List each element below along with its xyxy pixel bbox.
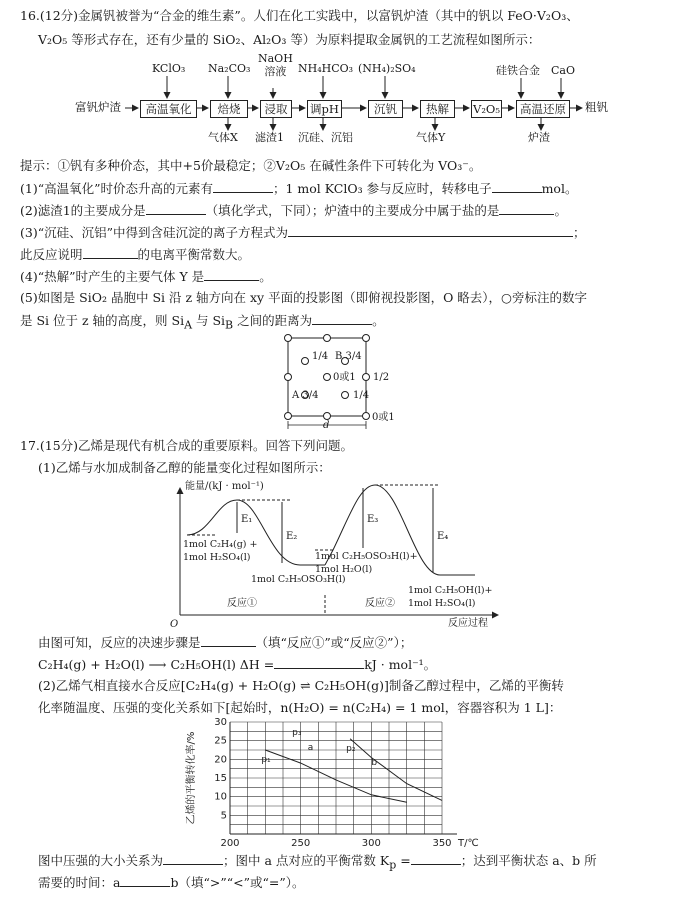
chart-svg [180,716,500,851]
q17-final-2 [38,874,304,891]
flow-start: 富钒炉渣 [75,100,121,114]
energy-ylabel: 能量/(kJ · mol⁻¹) [185,481,264,492]
output-residue-1: 滤渣1 [255,131,284,144]
answer-blank-2-2[interactable] [499,202,554,215]
output-gas-y: 气体Y [416,131,446,144]
answer-blank-5[interactable] [312,312,372,325]
conversion-chart [180,716,500,851]
q17-final-1 [38,852,597,874]
q17-f1-text-d: = [396,853,411,868]
y-tick-label: 15 [214,773,227,784]
q16-p3-text-a: (3)“沉硅、沉铝”中得到含硅沉淀的离子方程式为 [20,225,288,240]
q17-f1-text-a: 图中压强的大小关系为 [38,853,164,868]
flow-step-5: 沉钒 [368,100,403,118]
answer-blank-17-1[interactable] [201,634,256,647]
q17-enthalpy [38,656,436,673]
cell-label-side: 1/2 [373,372,390,383]
output-si-al: 沉硅、沉铝 [298,131,353,144]
x-tick-label: 300 [361,838,381,849]
q17-l1-text-a: 由图可知，反应的决速步骤是 [38,635,201,650]
cell-label-d: d [323,420,330,431]
energy-diagram [165,480,510,630]
answer-blank-3-1[interactable] [288,224,573,237]
y-tick-label: 25 [214,735,227,747]
reagent-na2co3: Na₂CO₃ [208,62,251,75]
q17-f1-sub: p [389,858,397,872]
e3-label: E₃ [367,514,379,525]
energy-xlabel: 反应过程 [448,618,488,629]
x-tick-label: 350 [432,838,452,849]
reagent-kclo3: KClO₃ [152,62,186,75]
output-gas-x: 气体X [208,131,238,144]
flow-step-4: 调pH [307,100,342,118]
q16-p3-text-b: ； [573,225,586,240]
cell-label-a: A 3/4 [292,390,319,401]
chart-annotation-1: a [307,743,314,753]
answer-blank-2-1[interactable] [146,202,206,215]
answer-blank-17-2[interactable] [274,656,364,669]
output-slag: 炉渣 [528,131,550,144]
e4-label: E₄ [437,531,449,542]
q16-part3 [20,224,586,241]
reagent-nh4hco3: NH₄HCO₃ [298,62,354,75]
q16-p5-sub-a: A [184,318,193,332]
q16-intro-line2: V₂O₅ 等形式存在，还有少量的 SiO₂、Al₂O₃ 等）为原料提取金属钒的工艺流程如图所示： [38,32,541,47]
energy-origin: O [170,619,179,630]
q17-f2-text-b: b（填“>”“<”或“=”）。 [170,875,305,890]
q17-intro: 17.(15分)乙烯是现代有机合成的重要原料。回答下列问题。 [20,438,354,453]
answer-blank-17-5[interactable] [120,874,170,887]
reagent-naoh: NaOH 溶液 [258,52,293,78]
q16-p5-text-d: 与 Si [192,313,226,328]
flow-step-6: 热解 [420,100,455,118]
reaction-2-label: 反应② [365,598,395,609]
e2-label: E₂ [286,531,298,542]
cell-label-2: 1/4 [353,390,370,401]
state-1: 1mol C₂H₄(g) + 1mol H₂SO₄(l) [183,539,258,563]
answer-blank-1-2[interactable] [492,180,542,193]
x-tick-label: 250 [291,838,311,849]
q16-hint: 提示：①钒有多种价态，其中+5价最稳定；②V₂O₅ 在碱性条件下可转化为 VO₃⁻。 [20,158,482,173]
q17-f1-text-e: ；达到平衡状态 a、b 所 [460,853,597,868]
q16-part3-cont [20,246,250,263]
answer-blank-4[interactable] [204,268,259,281]
q16-part5-cont [20,312,385,334]
state-2: 1mol C₂H₅OSO₃H(l) [251,574,346,585]
answer-blank-3-2[interactable] [83,246,138,259]
q16-p1-text-b: ；1 mol KClO₃ 参与反应时，转移电子 [273,181,492,196]
q16-intro-line1: 16.(12分)金属钒被誉为“合金的维生素”。人们在化工实践中，以富钒炉渣（其中的钒以 FeO·V₂O₃、 [20,8,579,23]
q16-part4 [20,268,272,285]
q17-f1-text-b: ；图中 a 点对应的平衡常数 K [223,853,390,868]
answer-blank-1-1[interactable] [213,180,273,193]
q16-p4-text-a: (4)“热解”时产生的主要气体 Y 是 [20,269,205,284]
q17-rate-step [38,634,412,651]
y-tick-label: 20 [214,754,227,766]
q16-p2-text-a: (2)滤渣1的主要成分是 [20,203,146,218]
q17-part2: (2)乙烯气相直接水合反应[C₂H₄(g) + H₂O(g) ⇌ C₂H₅OH(g)]制备乙醇过程中，乙烯的平衡转 [38,678,564,693]
q17-part1: (1)乙烯与水加成制备乙醇的能量变化过程如图所示： [38,460,331,475]
state-3: 1mol C₂H₅OSO₃H(l)+ 1mol H₂O(l) [315,551,418,575]
q16-p5-text-g: 。 [372,313,385,328]
y-axis-label: 乙烯的平衡转化率/% [186,731,197,825]
series-label-1: p₂ [346,743,356,754]
chart-annotation-2: b [371,757,378,768]
q17-l2-text-b: kJ · mol⁻¹。 [364,657,437,672]
answer-blank-17-4[interactable] [411,852,461,865]
cell-label-b: B 3/4 [335,351,362,362]
flow-step-7: V₂O₅ [471,100,502,118]
q16-p2-text-b: （填化学式，下同）；炉渣中的主要成分中属于盐的是 [205,203,500,218]
q17-l1-text-b: （填“反应①”或“反应②”）； [255,635,413,650]
q16-p4-text-b: 。 [259,269,272,284]
q16-part2 [20,202,567,219]
q17-part2-cont: 化率随温度、压强的变化关系如下[起始时，n(H₂O) = n(C₂H₄) = 1 mol，容器容积为 1 L]： [38,700,562,715]
q16-p2-text-c: 。 [554,203,567,218]
chart-annotation-0: p₃ [292,728,302,739]
y-tick-label: 10 [214,791,227,803]
y-tick-label: 5 [220,810,227,822]
state-4: 1mol C₂H₅OH(l)+ 1mol H₂SO₄(l) [408,585,493,609]
x-axis-label: T/℃ [458,838,479,849]
flow-step-8: 高温还原 [516,100,570,118]
reagent-ferrosilicon: 硅铁合金 [496,64,540,77]
flow-step-2: 焙烧 [210,100,248,118]
q16-p1-text-a: (1)“高温氧化”时价态升高的元素有 [20,181,213,196]
answer-blank-17-3[interactable] [163,852,223,865]
q16-p5-sub-b: B [225,318,234,332]
cell-label-1: 1/4 [312,351,329,362]
q16-p3-text-c: 此反应说明 [20,247,83,262]
series-label-0: p₁ [261,755,271,765]
q16-p5-text-f: 之间的距离为 [233,313,313,328]
q17-f2-text-a: 需要的时间：a [38,875,121,890]
cell-label-corner: 0或1 [372,412,395,423]
flow-end: 粗钒 [585,100,608,114]
flow-step-1: 高温氧化 [140,100,197,118]
cell-label-center: 0或1 [333,372,356,383]
sio2-cell-projection [275,333,405,433]
reagent-nh4so4: (NH₄)₂SO₄ [358,62,416,75]
y-tick-label: 30 [214,717,227,728]
q16-p1-text-c: mol。 [541,181,578,196]
reaction-1-label: 反应① [227,598,257,609]
q16-part5: (5)如图是 SiO₂ 晶胞中 Si 沿 z 轴方向在 xy 平面的投影图（即俯视投影图，O 略去），○旁标注的数字 [20,290,587,305]
e1-label: E₁ [241,514,253,525]
q16-part1 [20,180,577,197]
q16-p5-text-b: 是 Si 位于 z 轴的高度，则 Si [20,313,185,328]
reagent-cao: CaO [551,64,575,77]
q17-l2-text-a: C₂H₄(g) + H₂O(l) ⟶ C₂H₅OH(l) ΔH = [38,657,275,672]
process-flow-diagram [0,50,675,155]
flow-step-3: 浸取 [260,100,292,118]
q16-p3-text-d: 的电离平衡常数大。 [137,247,251,262]
x-tick-label: 200 [220,838,240,849]
